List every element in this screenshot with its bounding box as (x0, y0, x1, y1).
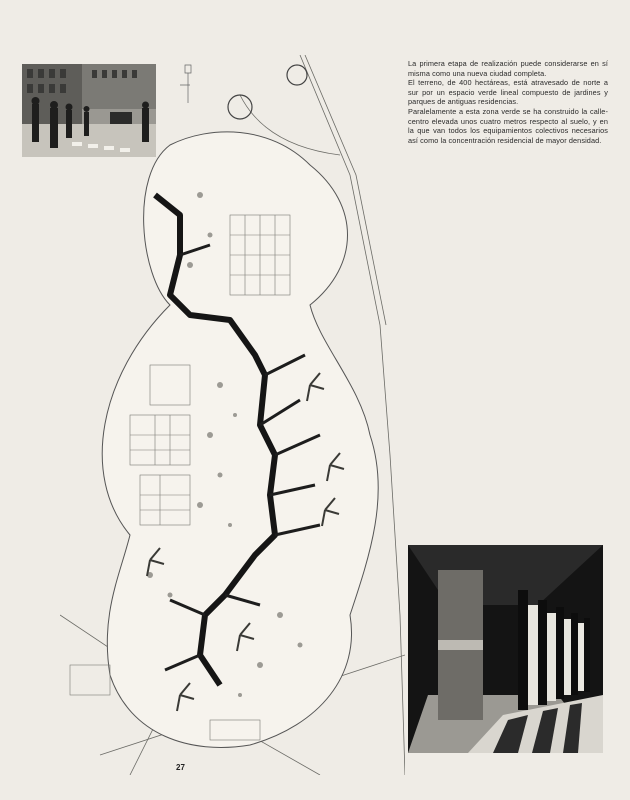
article-text (408, 59, 608, 145)
paragraph-1: La primera etapa de realización puede considerarse en sí misma como una nueva ciudad completa. (408, 59, 608, 78)
page-number: 27 (176, 763, 185, 772)
arcade-photo (408, 545, 603, 753)
paragraph-2: El terreno, de 400 hectáreas, está atravesado de norte a sur por un espacio verde lineal compuesto de jardines y parques de antiguas residencias. (408, 78, 608, 107)
paragraph-3: Paralelamente a esta zona verde se ha construido la calle-centro elevada unos cuatro metros respecto al suelo, y en la que van todos los equipamientos colectivos necesarios así como la concentración residencial de mayor densidad. (408, 106, 608, 145)
master-plan-drawing (60, 55, 405, 775)
